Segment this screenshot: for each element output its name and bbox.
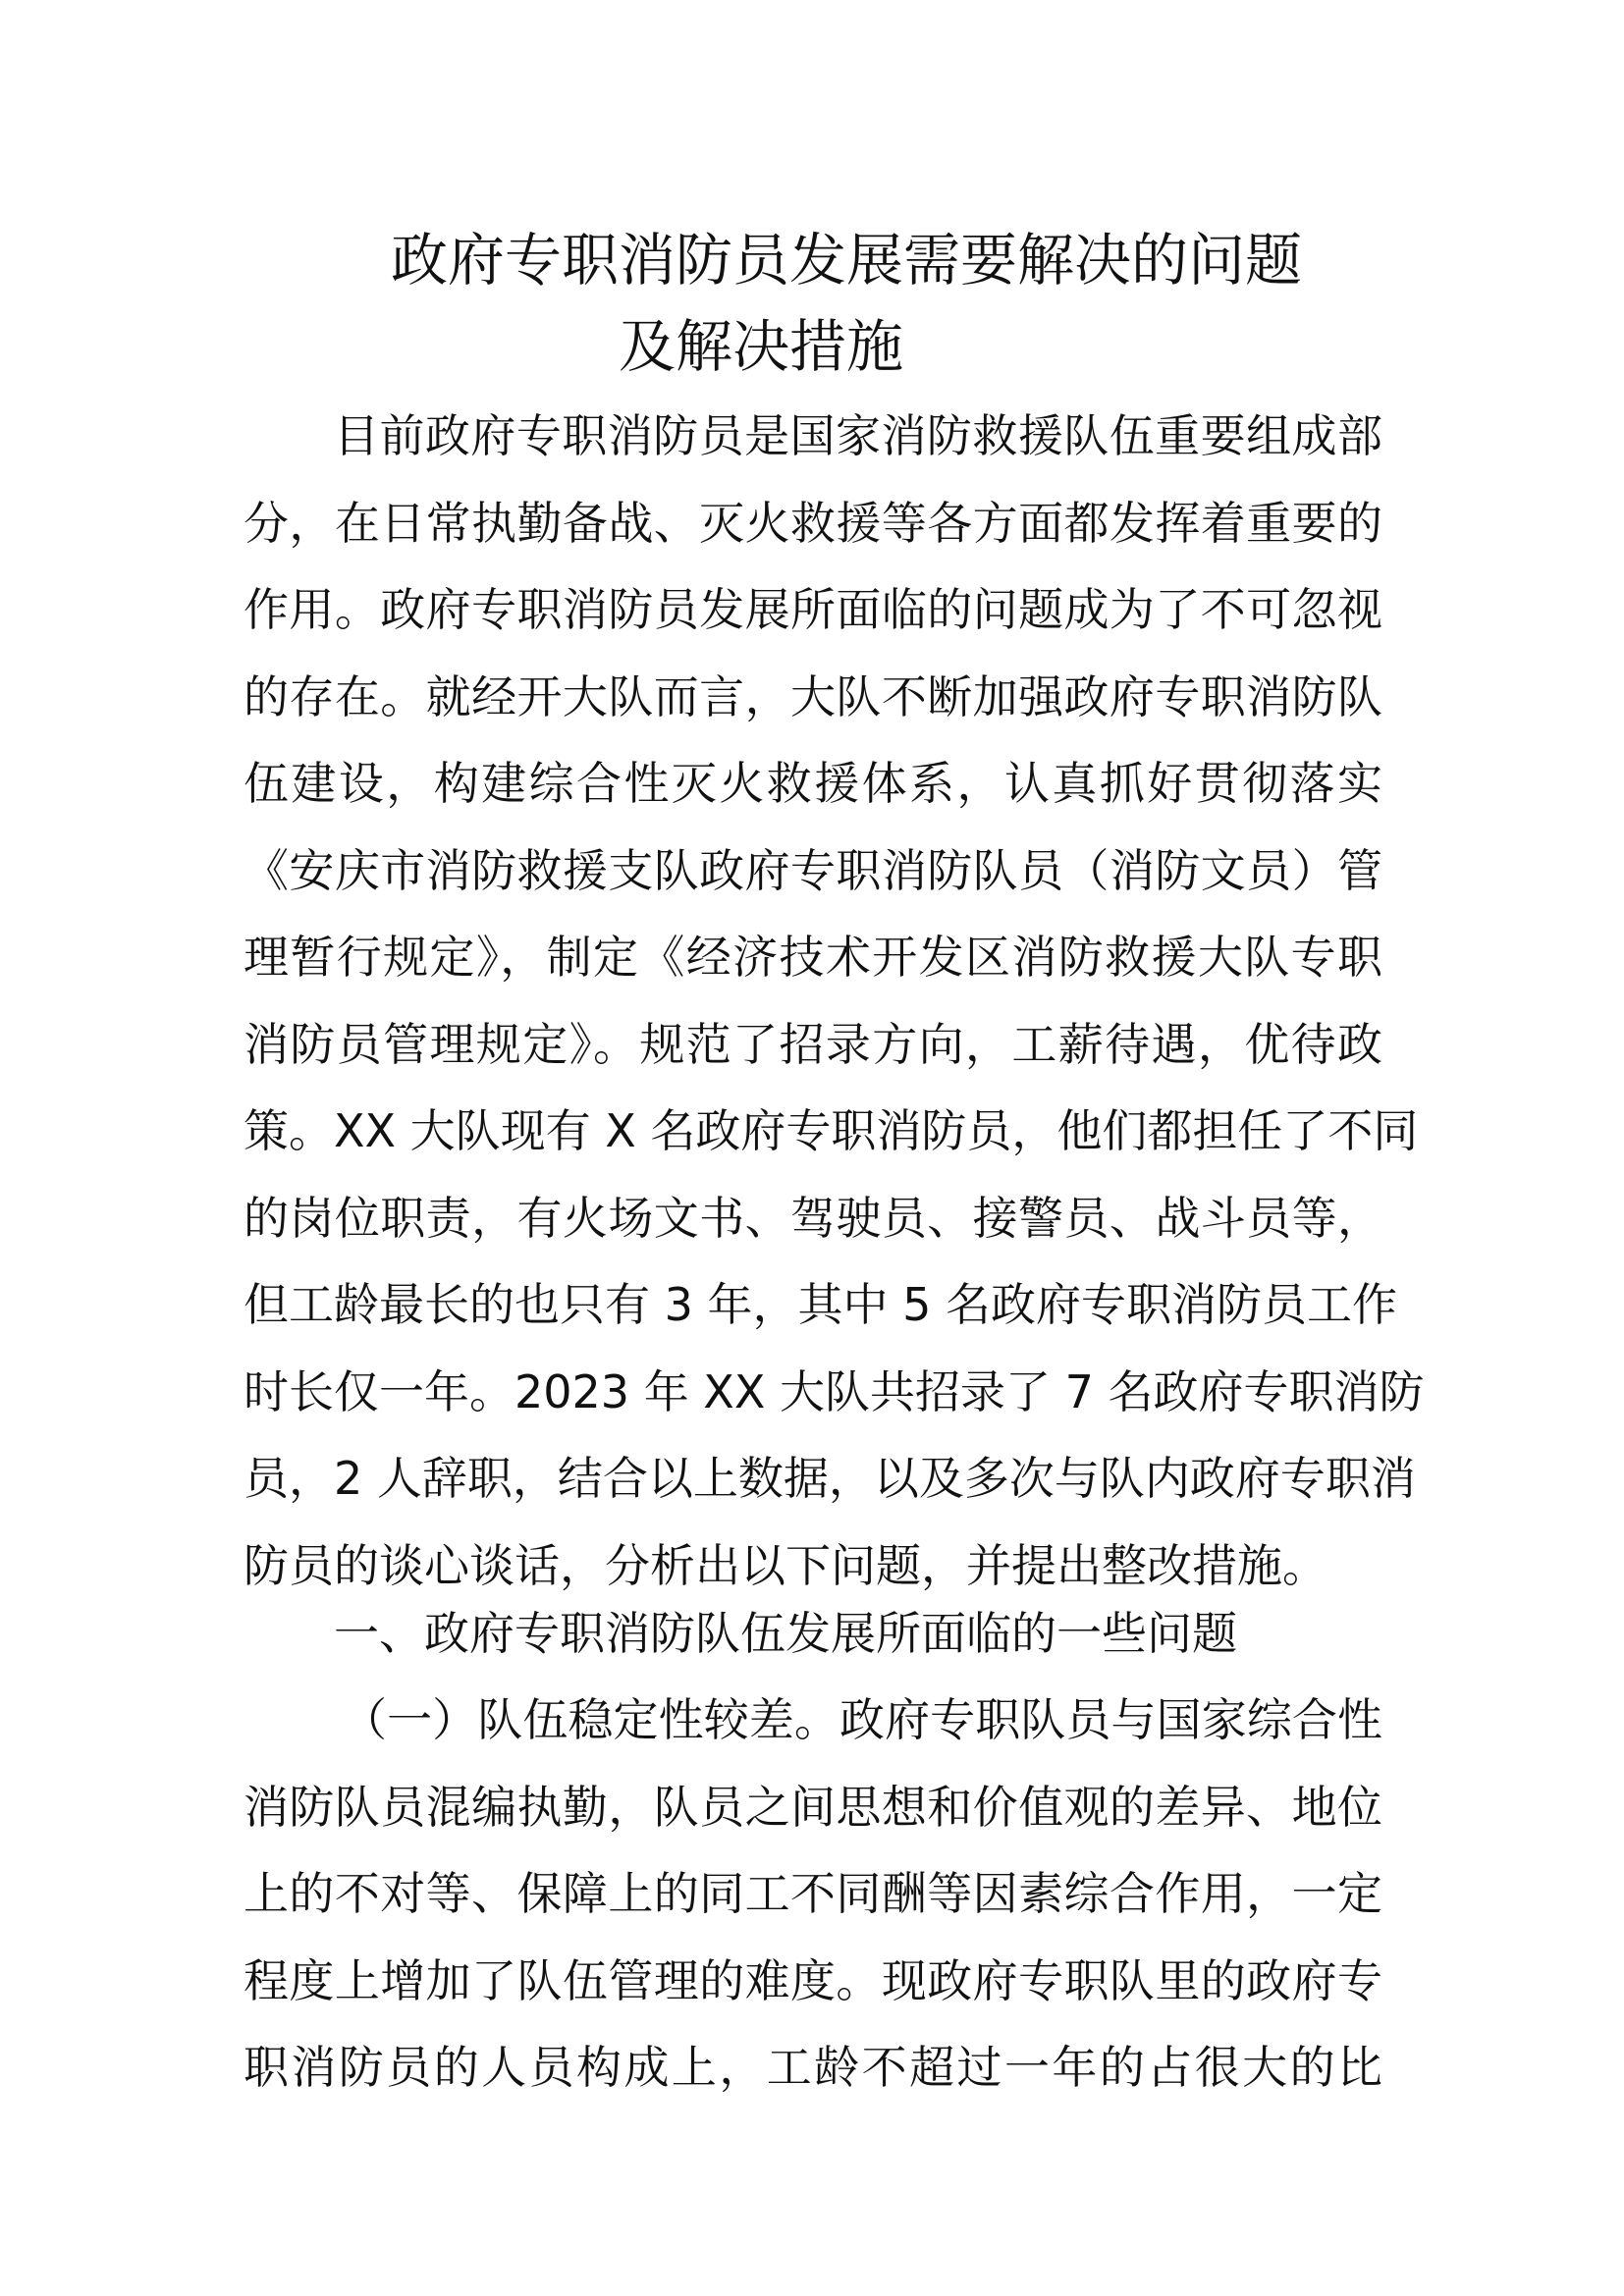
document-title-line-1: 政府专职消防员发展需要解决的问题 [391,227,1303,294]
intro-line: 消防员管理规定》。规范了招录方向，工薪待遇，优待政 [244,1017,1382,1071]
section-1-heading-block [244,1590,1382,1678]
subsection-line: 职消防员的人员构成上，工龄不超过一年的占很大的比 [244,2041,1382,2094]
intro-line: 的岗位职责，有火场文书、驾驶员、接警员、战斗员等， [244,1191,1382,1245]
subsection-line: 消防队员混编执勤，队员之间思想和价值观的差异、地位 [244,1780,1382,1834]
intro-line: 员，2 人辞职，结合以上数据，以及多次与队内政府专职消 [244,1452,1416,1505]
subsection-line: 程度上增加了队伍管理的难度。现政府专职队里的政府专 [244,1953,1382,2007]
intro-line: 伍建设，构建综合性灭火救援体系，认真抓好贯彻落实 [244,757,1382,810]
document-title-line-2: 及解决措施 [619,313,904,380]
intro-line: 的存在。就经开大队而言，大队不断加强政府专职消防队 [244,669,1382,723]
intro-line: 策。XX 大队现有 X 名政府专职消防员，他们都担任了不同 [244,1104,1419,1157]
section-1-heading: 一、政府专职消防队伍发展所面临的一些问题 [334,1607,1237,1660]
subsection-line: 上的不对等、保障上的同工不同酬等因素综合作用，一定 [244,1867,1382,1920]
intro-line: 《安庆市消防救援支队政府专职消防队员（消防文员）管 [244,843,1382,897]
subsection-1-paragraph [244,1677,1382,2111]
intro-line: 作用。政府专职消防员发展所面临的问题成为了不可忽视 [244,583,1382,636]
intro-paragraph [244,393,1425,1609]
subsection-line: （一）队伍稳定性较差。政府专职队员与国家综合性 [342,1693,1382,1746]
intro-line: 目前政府专职消防员是国家消防救援队伍重要组成部 [334,409,1382,462]
intro-line: 分，在日常执勤备战、灭火救援等各方面都发挥着重要的 [244,496,1382,550]
intro-line: 防员的谈心谈话，分析出以下问题，并提出整改措施。 [244,1538,1327,1592]
intro-line: 但工龄最长的也只有 3 年，其中 5 名政府专职消防员工作 [244,1278,1398,1331]
intro-line: 理暂行规定》，制定《经济技术开发区消防救援大队专职 [244,931,1382,984]
intro-line: 时长仅一年。2023 年 XX 大队共招录了 7 名政府专职消防 [244,1364,1425,1418]
